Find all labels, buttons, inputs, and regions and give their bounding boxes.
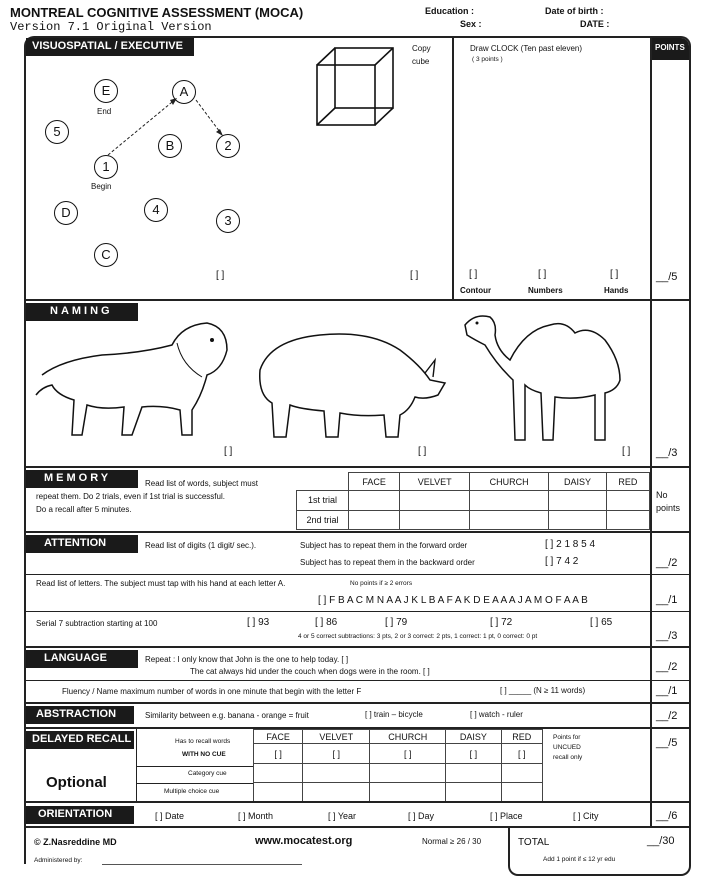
naming-checkbox-camel[interactable]: [ ] [622, 446, 631, 457]
cube-label: cube [412, 57, 430, 66]
orientation-score: __/6 [656, 810, 678, 822]
serial-score: __/3 [656, 630, 678, 642]
recall-checkbox[interactable]: [ ] [501, 744, 542, 764]
orientation-month[interactable]: [ ] Month [238, 811, 274, 821]
digits-score: __/2 [656, 557, 678, 569]
multiple-choice-cue: Multiple choice cue [164, 788, 220, 795]
fluency-input[interactable]: [ ] _____ (N ≥ 11 words) [500, 686, 586, 695]
optional-label: Optional [46, 774, 107, 791]
points-header: POINTS [652, 38, 689, 60]
education-label: Education : [425, 6, 474, 16]
clock-points: ( 3 points ) [472, 56, 503, 63]
trail-node-2: 2 [216, 134, 240, 158]
orientation-year[interactable]: [ ] Year [328, 811, 357, 821]
trail-node-1: 1 [94, 155, 118, 179]
recall-word: VELVET [303, 730, 370, 744]
trail-node-4: 4 [144, 198, 168, 222]
forward-digits[interactable]: [ ] 2 1 8 5 4 [545, 539, 596, 550]
row-divider [24, 611, 691, 612]
trail-node-5: 5 [45, 120, 69, 144]
delayed-recall-table [253, 729, 543, 802]
recall-checkbox[interactable]: [ ] [303, 744, 370, 764]
form-title: MONTREAL COGNITIVE ASSESSMENT (MOCA) [10, 5, 304, 20]
recall-word: RED [501, 730, 542, 744]
recall-checkbox[interactable]: [ ] [254, 744, 303, 764]
backward-digits[interactable]: [ ] 7 4 2 [545, 556, 579, 567]
clock-title: Draw CLOCK (Ten past eleven) [470, 44, 583, 53]
numbers-checkbox[interactable]: [ ] [538, 269, 547, 280]
orientation-city[interactable]: [ ] City [573, 811, 599, 821]
education-point: Add 1 point if ≤ 12 yr edu [543, 856, 616, 863]
section-divider [24, 531, 691, 533]
letters-instruction: Read list of letters. The subject must tap with his hand at each letter A. [36, 579, 286, 588]
recall-word: CHURCH [370, 730, 446, 744]
has-to-recall: Has to recall words [175, 738, 231, 745]
section-divider [24, 466, 691, 468]
contour-checkbox[interactable]: [ ] [469, 269, 478, 280]
attention-instruction: Read list of digits (1 digit/ sec.). [145, 541, 257, 550]
no-points-label: No [656, 490, 668, 500]
memory-table [296, 472, 650, 530]
trail-end-label: End [97, 107, 112, 116]
delayed-score: __/5 [656, 737, 678, 749]
recall-word: FACE [254, 730, 303, 744]
letters-no-points: No points if ≥ 2 errors [350, 580, 413, 587]
section-divider [24, 702, 691, 704]
section-divider [24, 801, 691, 803]
copy-label: Copy [412, 44, 431, 53]
visuo-score: __/5 [656, 271, 678, 283]
fluency-score: __/1 [656, 685, 678, 697]
fluency-instruction: Fluency / Name maximum number of words in one minute that begin with the letter F [62, 687, 362, 696]
camel-icon [455, 305, 635, 445]
serial-item-65[interactable]: [ ] 65 [590, 617, 613, 628]
website[interactable]: www.mocatest.org [255, 835, 353, 847]
row-divider [24, 574, 691, 575]
recall-only: recall only [553, 754, 583, 761]
forward-instruction: Subject has to repeat them in the forward order [300, 541, 468, 550]
naming-score: __/3 [656, 447, 678, 459]
uncued: UNCUED [553, 744, 581, 751]
orientation-day[interactable]: [ ] Day [408, 811, 435, 821]
normal-score: Normal ≥ 26 / 30 [422, 837, 482, 846]
visuospatial-header: VISUOSPATIAL / EXECUTIVE [26, 38, 194, 56]
rhino-icon [250, 325, 450, 445]
dob-label: Date of birth : [545, 6, 604, 16]
abstraction-text: Similarity between e.g. banana - orange = fruit [145, 711, 309, 720]
section-divider [24, 646, 691, 648]
total-label: TOTAL [518, 837, 550, 848]
serial-scoring: 4 or 5 correct subtractions: 3 pts, 2 or 3 correct: 2 pts, 1 correct: 1 pt, 0 correct: 0 pt [298, 633, 538, 640]
administered-by: Administered by: [34, 857, 83, 864]
hands-checkbox[interactable]: [ ] [610, 269, 619, 280]
form-version: Version 7.1 Original Version [10, 20, 212, 34]
cube-drawing [305, 40, 405, 140]
orientation-header: ORIENTATION [26, 806, 134, 824]
serial-item-86[interactable]: [ ] 86 [315, 617, 338, 628]
trail-checkbox[interactable]: [ ] [216, 270, 225, 281]
attention-header: ATTENTION [26, 535, 138, 553]
total-score: __/30 [647, 835, 675, 847]
points-for: Points for [553, 734, 581, 741]
trail-node-3: 3 [216, 209, 240, 233]
serial-item-93[interactable]: [ ] 93 [247, 617, 270, 628]
row-divider [24, 680, 691, 681]
delayed-recall-header: DELAYED RECALL [26, 731, 134, 749]
category-cue: Category cue [188, 770, 227, 777]
trial-label: 2nd trial [297, 510, 349, 529]
date-label: DATE : [580, 19, 610, 29]
trail-node-c: C [94, 243, 118, 267]
trail-begin-label: Begin [91, 182, 112, 191]
cube-checkbox[interactable]: [ ] [410, 270, 419, 281]
abstraction-header: ABSTRACTION [26, 706, 134, 724]
memory-header: MEMORY [26, 470, 138, 488]
trial-label: 1st trial [297, 491, 349, 510]
recall-checkbox[interactable]: [ ] [446, 744, 501, 764]
memory-word: DAISY [549, 473, 607, 491]
with-no-cue: WITH NO CUE [182, 751, 226, 758]
memory-word: RED [606, 473, 649, 491]
delayed-left-divider [136, 729, 137, 801]
serial-instruction: Serial 7 subtraction starting at 100 [36, 619, 158, 628]
abstraction-train-bicycle[interactable]: [ ] train – bicycle [365, 710, 423, 719]
abstraction-watch-ruler[interactable]: [ ] watch - ruler [470, 710, 523, 719]
author-credit: © Z.Nasreddine MD [34, 837, 117, 847]
letters-score: __/1 [656, 594, 678, 606]
naming-checkbox-lion[interactable]: [ ] [224, 446, 233, 457]
repeat-score: __/2 [656, 661, 678, 673]
hands-label: Hands [604, 286, 629, 295]
memory-instruction-1: Read list of words, subject must [145, 479, 258, 488]
serial-item-72[interactable]: [ ] 72 [490, 617, 513, 628]
memory-word: VELVET [400, 473, 470, 491]
repeat-sentence-2: The cat always hid under the couch when dogs were in the room. [ ] [190, 667, 430, 676]
backward-instruction: Subject has to repeat them in the backward order [300, 558, 475, 567]
abstraction-score: __/2 [656, 710, 678, 722]
row-divider [137, 783, 253, 784]
sex-label: Sex : [460, 19, 482, 29]
contour-label: Contour [460, 286, 492, 295]
row-divider [137, 766, 253, 767]
letters-sequence[interactable]: [ ] F B A C M N A A J K L B A F A K D E A A A J A M O F A A B [318, 595, 588, 606]
orientation-date[interactable]: [ ] Date [155, 811, 185, 821]
memory-word: FACE [349, 473, 400, 491]
recall-word: DAISY [446, 730, 501, 744]
lion-icon [32, 315, 232, 445]
memory-instruction-2: repeat them. Do 2 trials, even if 1st trial is successful. [36, 492, 225, 501]
trail-node-d: D [54, 201, 78, 225]
section-divider [24, 299, 691, 301]
naming-header: NAMING [26, 303, 138, 321]
points-label: points [656, 503, 681, 513]
memory-word: CHURCH [470, 473, 549, 491]
trail-node-e: E [94, 79, 118, 103]
trail-node-b: B [158, 134, 182, 158]
recall-checkbox[interactable]: [ ] [370, 744, 446, 764]
trail-node-a: A [172, 80, 196, 104]
numbers-label: Numbers [528, 286, 563, 295]
language-header: LANGUAGE [26, 650, 138, 668]
points-column-divider [650, 36, 652, 826]
memory-instruction-3: Do a recall after 5 minutes. [36, 505, 132, 514]
visuo-divider [452, 36, 454, 300]
serial-item-79[interactable]: [ ] 79 [385, 617, 408, 628]
orientation-place[interactable]: [ ] Place [490, 811, 523, 821]
naming-checkbox-rhino[interactable]: [ ] [418, 446, 427, 457]
administered-line[interactable] [102, 864, 302, 865]
repeat-sentence-1: Repeat : I only know that John is the one to help today. [ ] [145, 655, 349, 664]
